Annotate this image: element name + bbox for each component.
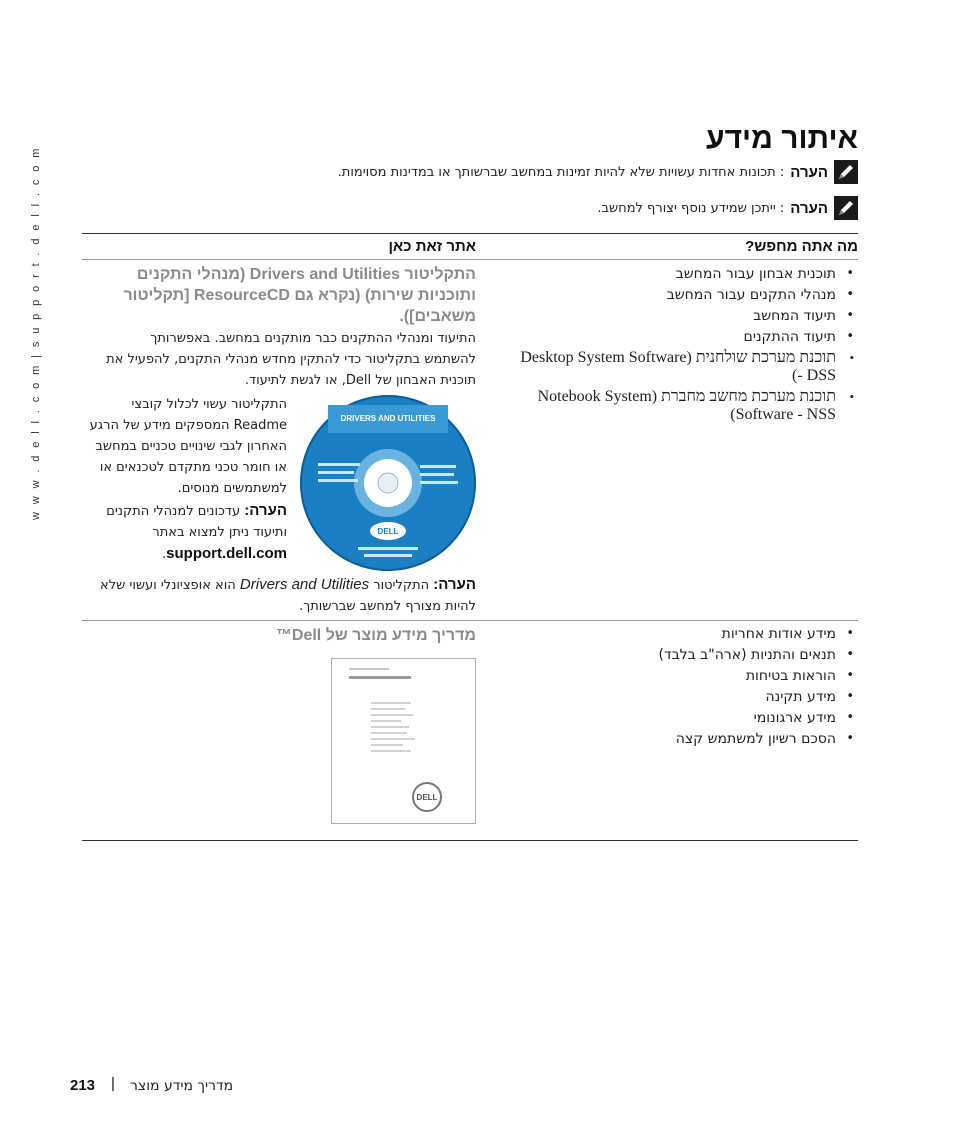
drivers-utilities-cd-image [298,393,478,573]
note-text: הוא אופציונלי ועשוי שלא להיות מצורף למחשב שברשותך. [100,578,476,614]
list-item: • תיעוד ההתקנים [513,328,858,346]
cd-brand-text: DELL [377,527,399,536]
footer-separator: | [111,1075,115,1092]
list-item: • תנאים והתניות (ארה"ב בלבד) [513,646,858,664]
note-text: התקליטור [369,578,434,593]
drivers-cd-paragraph: התיעוד ומנהלי ההתקנים כבר מותקנים במחשב. באפשרותך להשתמש בתקליטור כדי להתקין מחדש מנהלי התקנים, להפעיל את תוכנית האבחון של Dell, או לגשת לתיעוד. [106,331,476,388]
list-item: • מידע תקינה [513,688,858,706]
product-information-guide-image [331,658,476,824]
note-1-label: הערה [790,163,828,181]
cd-title-text: DRIVERS AND UTILITIES [340,414,436,423]
header-rule [82,259,858,260]
note-label: הערה: [244,502,287,519]
pencil-note-icon [834,160,858,184]
section-title-drivers-cd: התקליטור Drivers and Utilities (מנהלי התקנים ותוכניות שירות) (נקרא גם ResourceCD [תקליטור משאבים]). [123,266,476,325]
row-divider [82,620,858,621]
drivers-update-note [87,500,287,565]
note-2-label: הערה [790,199,828,217]
list-item: • הסכם רשיון למשתמש קצה [513,730,858,748]
note-1 [338,160,858,184]
table-top-rule [82,233,858,234]
footer-title: מדריך מידע מוצר [130,1078,234,1094]
page-number: 213 [70,1077,96,1094]
list-item: • מידע ארגונומי [513,709,858,727]
row1-bullet-list [513,265,858,427]
support-site-text: support.dell.com [166,545,287,562]
list-item: • מידע אודות אחריות [513,625,858,643]
readme-paragraph: התקליטור עשוי לכלול קובצי Readme המספקים מידע של הרגע האחרון לגבי שינויים טכניים במחשב או חומר טכני מתקדם לטכנאים או למשתמשים מנוסים. [89,397,287,496]
drivers-optional-note [96,574,476,617]
table-bottom-rule [82,840,858,841]
column-header-where: אתר זאת כאן [388,238,476,255]
note-2-text: : ייתכן שמידע נוסף יצורף למחשב. [597,200,785,216]
list-item: • תוכנית אבחון עבור המחשב [513,265,858,283]
booklet-brand-text: DELL [416,793,438,802]
note-label: הערה: [433,576,476,593]
list-item: • תוכנת מערכת שולחנית (Desktop System Software - DSS) [513,349,858,385]
row2-bullet-list [513,625,858,751]
section-title-product-guide: מדריך מידע מוצר של Dell™ [275,627,476,644]
cd-product-name: Drivers and Utilities [239,576,370,593]
list-item: • הוראות בטיחות [513,667,858,685]
list-item: • מנהלי התקנים עבור המחשב [513,286,858,304]
side-url: w w w . d e l l . c o m | s u p p o r t . d e l l . c o m [30,146,42,520]
list-item: • תיעוד המחשב [513,307,858,325]
pencil-note-icon [834,196,858,220]
note-end: . [162,547,167,562]
list-item: • תוכנת מערכת מחשב מחברת (Notebook System Software - NSS) [513,388,858,424]
note-2 [597,196,858,220]
page-title: איתור מידע [706,122,858,155]
column-header-what: מה אתה מחפש? [745,238,858,255]
note-1-text: : תכונות אחדות עשויות שלא להיות זמינות במחשב שברשותך או במדינות מסוימות. [337,164,785,180]
note-text: עדכונים למנהלי התקנים ותיעוד ניתן למצוא באתר [106,504,287,540]
